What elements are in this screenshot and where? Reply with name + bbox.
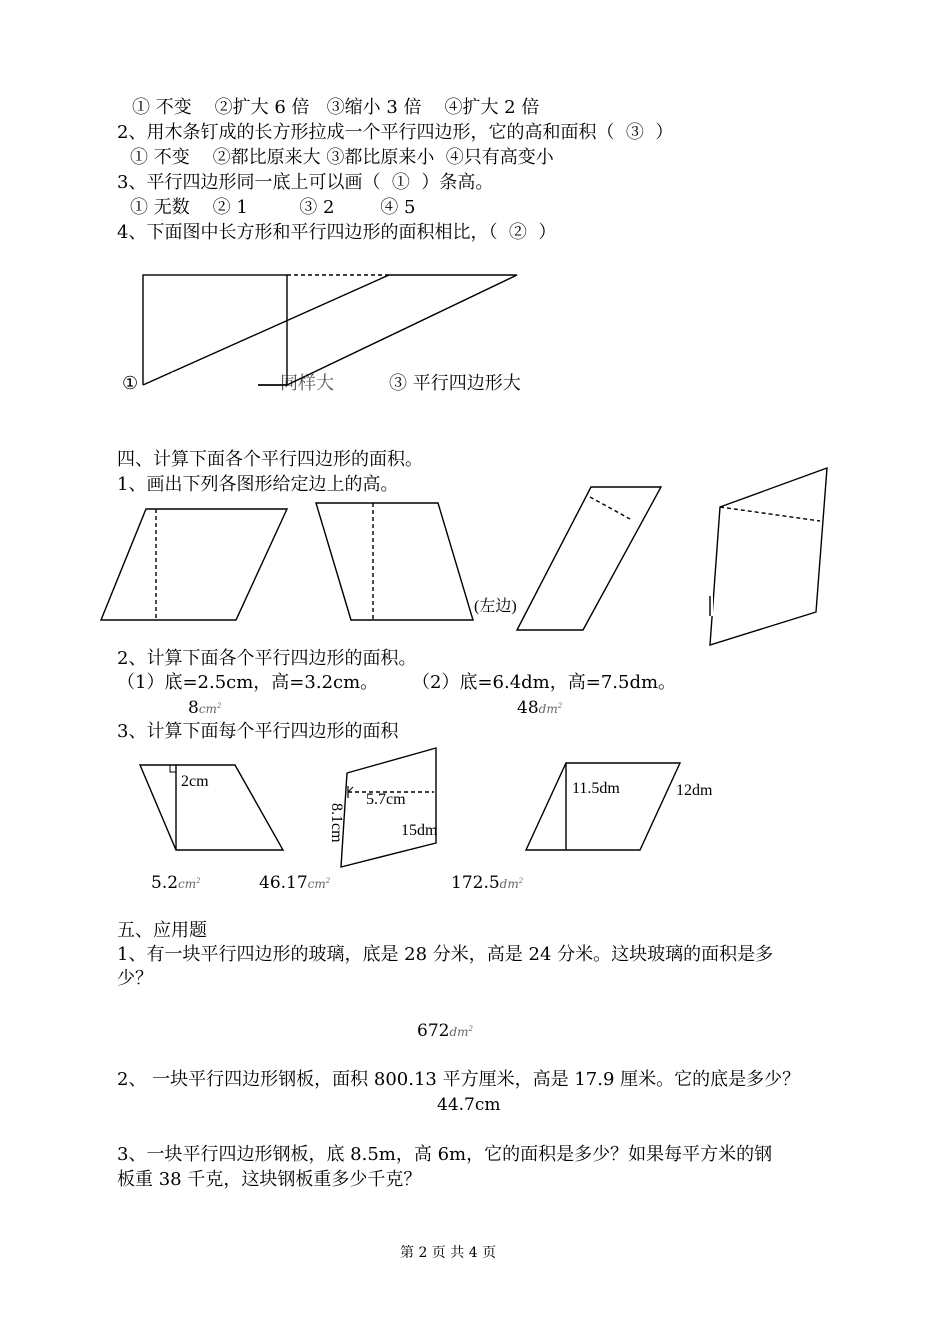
q4-option-3: ③ 平行四边形大 [389,373,521,394]
part4-title: 四、计算下面各个平行四边形的面积。 [117,449,423,470]
label-left-side: (左边) [474,598,517,615]
q4-option-2: 同样大 [280,373,334,394]
fig4-dashed-height [720,507,820,521]
part5-q2-answer: 44.7cm [437,1095,501,1115]
fig3-dashed-height [590,497,630,519]
fig3-side-label: 12dm [676,782,713,799]
part4-sub3: 3、计算下面每个平行四边形的面积 [117,721,399,742]
q4-mask [138,372,258,397]
fig4-label-mask [655,596,713,616]
part4-sub1: 1、画出下列各图形给定边上的高。 [117,474,399,495]
q2-options: ① 不变 ②都比原来大 ③都比原来小 ④只有高变小 [130,147,554,168]
q4-parallelogram [143,275,517,385]
sub2-answer-1: $8cm^2$ [188,698,222,718]
part4-sub2: 2、计算下面各个平行四边形的面积。 [117,648,417,669]
draw-height-fig3 [517,487,661,630]
area-fig2 [341,748,436,867]
part5-q2: 2、 一块平行四边形钢板，面积 800.13 平方厘米，高是 17.9 厘米。它的底是多少？ [117,1069,801,1090]
part5-q3-line2: 板重 38 千克，这块钢板重多少千克？ [117,1169,422,1190]
q4-text: 4、下面图中长方形和平行四边形的面积相比，（ ② ） [117,222,557,243]
draw-height-fig2 [316,503,473,620]
fig3-height-label: 11.5dm [572,780,620,797]
fig2-side-label: 8.1cm [328,803,345,843]
area-fig2-arrow-left [348,787,353,792]
q3-text: 3、平行四边形同一底上可以画（ ① ）条高。 [117,172,494,193]
part5-q3-line1: 3、一块平行四边形钢板，底 8.5m，高 6m，它的面积是多少？如果每平方米的钢 [117,1144,773,1165]
part4-sub2-q2: （2）底=6.4dm，高=7.5dm。 [412,672,677,693]
page-footer: 第 2 页 共 4 页 [400,1245,497,1261]
area-fig3 [526,763,680,850]
area-fig1 [140,765,283,850]
part5-q1-line2: 少？ [117,968,153,989]
draw-height-fig1 [101,509,287,620]
fig1-height-label: 2cm [181,773,209,790]
part5-title: 五、应用题 [117,920,207,941]
part4-sub2-q1: （1）底=2.5cm，高=3.2cm。 [117,672,379,693]
fig2-height-label: 5.7cm [366,791,406,808]
part5-q1-answer: $672dm^2$ [417,1021,473,1041]
q2-text: 2、用木条钉成的长方形拉成一个平行四边形，它的高和面积（ ③ ） [117,122,674,143]
q4-option-1: ① [122,373,139,394]
answer-fig2: $46.17cm^2$ [259,873,331,893]
area-fig1-right-angle [170,765,176,772]
draw-height-fig4 [710,468,827,645]
q3-options: ① 无数 ② 1 ③ 2 ④ 5 [130,197,416,218]
sub2-answer-2: $48dm^2$ [517,698,563,718]
q1-options: ① 不变 ②扩大 6 倍 ③缩小 3 倍 ④扩大 2 倍 [132,97,540,118]
fig2-base-label: 15dm [401,822,438,839]
part5-q1-line1: 1、有一块平行四边形的玻璃，底是 28 分米，高是 24 分米。这块玻璃的面积是多 [117,944,774,965]
answer-fig3: $172.5dm^2$ [451,873,524,893]
answer-fig1: $5.2cm^2$ [151,873,201,893]
